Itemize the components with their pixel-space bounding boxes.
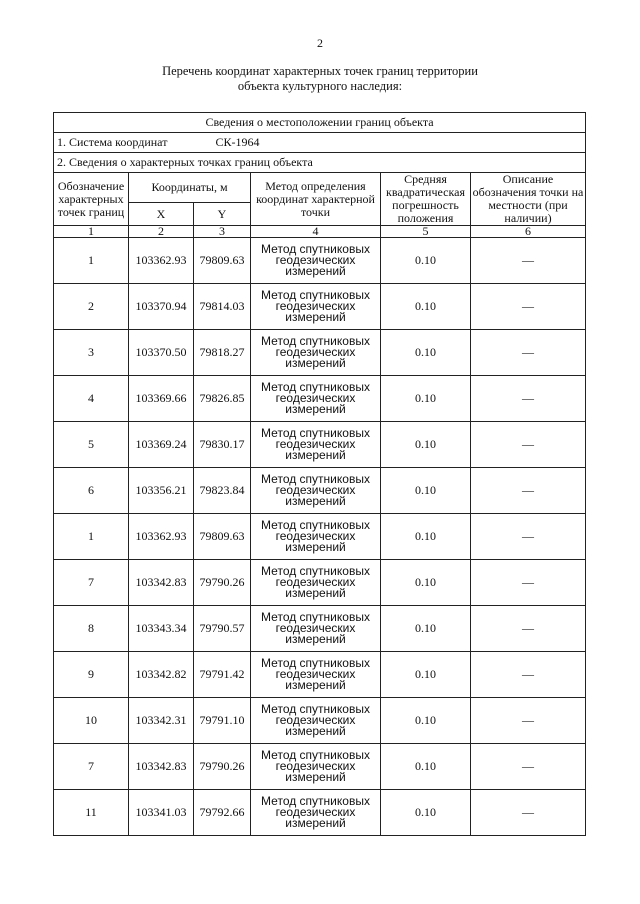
cell-y: 79790.26: [194, 744, 251, 790]
cell-x: 103370.50: [129, 330, 194, 376]
column-number: 5: [381, 226, 471, 238]
cell-description: —: [471, 422, 586, 468]
cell-method: Метод спутниковых геодезических измерений: [251, 698, 381, 744]
cell-point: 4: [54, 376, 129, 422]
table-row: [54, 284, 586, 330]
column-number: 4: [251, 226, 381, 238]
cell-description: —: [471, 560, 586, 606]
cell-method: Метод спутниковых геодезических измерений: [251, 790, 381, 836]
cell-y: 79826.85: [194, 376, 251, 422]
table-row: [54, 422, 586, 468]
cell-accuracy: 0.10: [381, 790, 471, 836]
cell-x: 103362.93: [129, 514, 194, 560]
header-description: Описание обозначения точки на местности (при наличии): [471, 173, 586, 226]
cell-description: —: [471, 698, 586, 744]
cell-method: Метод спутниковых геодезических измерений: [251, 330, 381, 376]
cell-y: 79823.84: [194, 468, 251, 514]
cell-point: 5: [54, 422, 129, 468]
table-row: [54, 238, 586, 284]
cell-x: 103362.93: [129, 238, 194, 284]
cell-y: 79809.63: [194, 514, 251, 560]
cell-method: Метод спутниковых геодезических измерений: [251, 284, 381, 330]
document-title-line-2: объекта культурного наследия:: [237, 79, 403, 93]
cell-y: 79792.66: [194, 790, 251, 836]
cell-description: —: [471, 468, 586, 514]
cell-description: —: [471, 606, 586, 652]
cell-accuracy: 0.10: [381, 468, 471, 514]
cell-point: 3: [54, 330, 129, 376]
header-method: Метод определения координат характерной точки: [251, 173, 381, 226]
table-row: [54, 606, 586, 652]
cell-accuracy: 0.10: [381, 422, 471, 468]
cell-method: Метод спутниковых геодезических измерений: [251, 744, 381, 790]
cell-point: 11: [54, 790, 129, 836]
cell-description: —: [471, 330, 586, 376]
cell-point: 7: [54, 560, 129, 606]
cell-accuracy: 0.10: [381, 376, 471, 422]
cell-y: 79814.03: [194, 284, 251, 330]
cell-accuracy: 0.10: [381, 744, 471, 790]
cell-y: 79791.10: [194, 698, 251, 744]
cell-y: 79790.26: [194, 560, 251, 606]
cell-point: 7: [54, 744, 129, 790]
table-row: [54, 330, 586, 376]
column-number: 2: [129, 226, 194, 238]
cell-point: 10: [54, 698, 129, 744]
cell-description: —: [471, 376, 586, 422]
cell-x: 103356.21: [129, 468, 194, 514]
cell-accuracy: 0.10: [381, 652, 471, 698]
document-title: [0, 64, 640, 94]
column-numbers-row: [54, 226, 586, 238]
table-row: [54, 790, 586, 836]
header-y: Y: [194, 203, 251, 226]
cell-method: Метод спутниковых геодезических измерений: [251, 560, 381, 606]
cell-accuracy: 0.10: [381, 606, 471, 652]
cell-x: 103341.03: [129, 790, 194, 836]
cell-description: —: [471, 652, 586, 698]
cell-method: Метод спутниковых геодезических измерений: [251, 606, 381, 652]
page-number: 2: [317, 36, 323, 50]
points-section-label: 2. Сведения о характерных точках границ объекта: [54, 153, 586, 173]
cell-method: Метод спутниковых геодезических измерений: [251, 514, 381, 560]
cell-method: Метод спутниковых геодезических измерений: [251, 422, 381, 468]
cell-x: 103342.31: [129, 698, 194, 744]
column-number: 1: [54, 226, 129, 238]
column-number: 6: [471, 226, 586, 238]
cell-description: —: [471, 238, 586, 284]
cell-description: —: [471, 744, 586, 790]
cell-x: 103342.83: [129, 744, 194, 790]
cell-point: 8: [54, 606, 129, 652]
header-accuracy: Средняя квадратическая погрешность положения: [381, 173, 471, 226]
cell-y: 79830.17: [194, 422, 251, 468]
cell-accuracy: 0.10: [381, 514, 471, 560]
cell-description: —: [471, 284, 586, 330]
cell-y: 79791.42: [194, 652, 251, 698]
coord-system-row: [54, 133, 586, 153]
header-x: X: [129, 203, 194, 226]
document-title-line-1: Перечень координат характерных точек границ территории: [162, 64, 478, 78]
table-row: [54, 652, 586, 698]
table-row: [54, 376, 586, 422]
table-row: [54, 744, 586, 790]
cell-method: Метод спутниковых геодезических измерений: [251, 652, 381, 698]
coordinates-table: [53, 112, 586, 836]
cell-method: Метод спутниковых геодезических измерений: [251, 468, 381, 514]
cell-point: 9: [54, 652, 129, 698]
table-row: [54, 560, 586, 606]
cell-x: 103343.34: [129, 606, 194, 652]
section-title: Сведения о местоположении границ объекта: [54, 113, 586, 133]
cell-x: 103342.83: [129, 560, 194, 606]
column-number: 3: [194, 226, 251, 238]
table-row: [54, 698, 586, 744]
cell-accuracy: 0.10: [381, 284, 471, 330]
cell-point: 6: [54, 468, 129, 514]
cell-point: 2: [54, 284, 129, 330]
coord-system-label: 1. Система координат: [57, 135, 168, 149]
cell-x: 103370.94: [129, 284, 194, 330]
cell-x: 103342.82: [129, 652, 194, 698]
cell-point: 1: [54, 514, 129, 560]
cell-accuracy: 0.10: [381, 698, 471, 744]
cell-x: 103369.66: [129, 376, 194, 422]
cell-x: 103369.24: [129, 422, 194, 468]
cell-accuracy: 0.10: [381, 560, 471, 606]
cell-description: —: [471, 790, 586, 836]
header-coords: Координаты, м: [129, 173, 251, 203]
header-point: Обозначение характерных точек границ: [54, 173, 129, 226]
cell-y: 79809.63: [194, 238, 251, 284]
cell-y: 79818.27: [194, 330, 251, 376]
cell-accuracy: 0.10: [381, 330, 471, 376]
cell-method: Метод спутниковых геодезических измерений: [251, 238, 381, 284]
table-row: [54, 514, 586, 560]
coord-system-value: СК-1964: [215, 135, 260, 149]
cell-description: —: [471, 514, 586, 560]
cell-y: 79790.57: [194, 606, 251, 652]
cell-method: Метод спутниковых геодезических измерений: [251, 376, 381, 422]
table-row: [54, 468, 586, 514]
cell-point: 1: [54, 238, 129, 284]
cell-accuracy: 0.10: [381, 238, 471, 284]
